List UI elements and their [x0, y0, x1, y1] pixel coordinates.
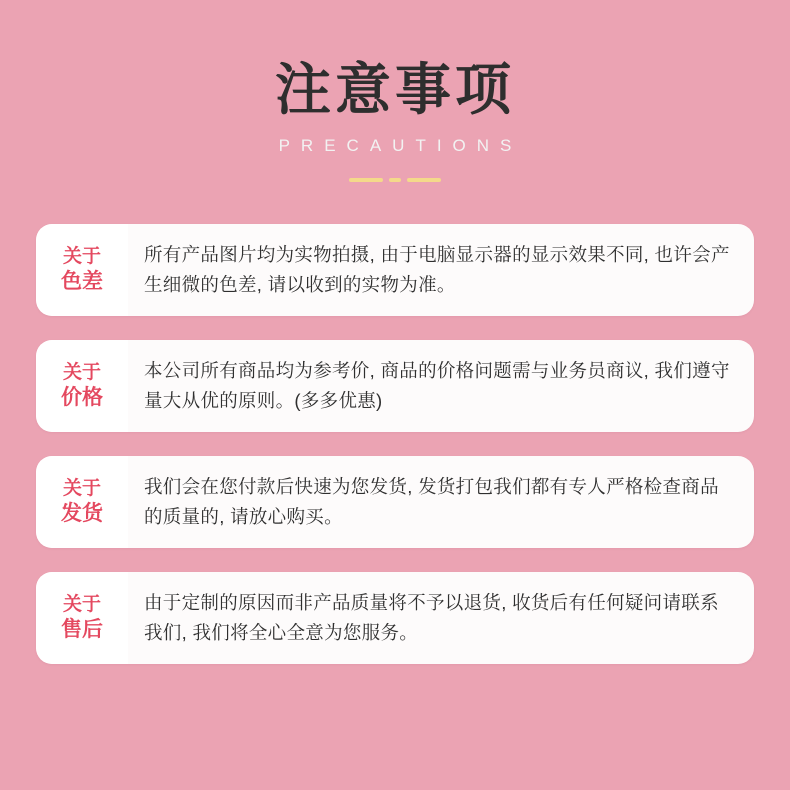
item-tag [36, 572, 128, 664]
precaution-list [0, 224, 790, 664]
item-tag [36, 224, 128, 316]
list-item [36, 340, 754, 432]
item-tag-line2: 售后 [61, 618, 103, 642]
item-tag-line1: 关于 [62, 477, 101, 499]
item-tag [36, 340, 128, 432]
item-content [128, 456, 754, 548]
item-tag-line2: 价格 [61, 386, 103, 410]
divider-segment-middle [389, 178, 401, 182]
list-item [36, 456, 754, 548]
item-tag-line2: 色差 [61, 270, 103, 294]
divider-segment-left [349, 178, 383, 182]
divider-ornament [349, 178, 441, 182]
list-item [36, 572, 754, 664]
item-text: 所有产品图片均为实物拍摄, 由于电脑显示器的显示效果不同, 也许会产生细微的色差, 请以收到的实物为准。 [144, 244, 730, 296]
item-content [128, 572, 754, 664]
page-title: 注意事项 [275, 58, 515, 121]
item-tag-line1: 关于 [62, 593, 101, 615]
item-text: 本公司所有商品均为参考价, 商品的价格问题需与业务员商议, 我们遵守量大从优的原则。(多多优惠) [144, 360, 730, 412]
item-tag-line2: 发货 [61, 502, 103, 526]
item-text: 由于定制的原因而非产品质量将不予以退货, 收货后有任何疑问请联系我们, 我们将全心全意为您服务。 [144, 592, 719, 644]
item-tag-line1: 关于 [62, 245, 101, 267]
item-text: 我们会在您付款后快速为您发货, 发货打包我们都有专人严格检查商品的质量的, 请放心购买。 [144, 476, 719, 528]
item-content [128, 340, 754, 432]
item-tag-line1: 关于 [62, 361, 101, 383]
page-header [0, 0, 790, 182]
divider-segment-right [407, 178, 441, 182]
page-subtitle: PRECAUTIONS [278, 136, 523, 156]
item-content [128, 224, 754, 316]
list-item [36, 224, 754, 316]
item-tag [36, 456, 128, 548]
